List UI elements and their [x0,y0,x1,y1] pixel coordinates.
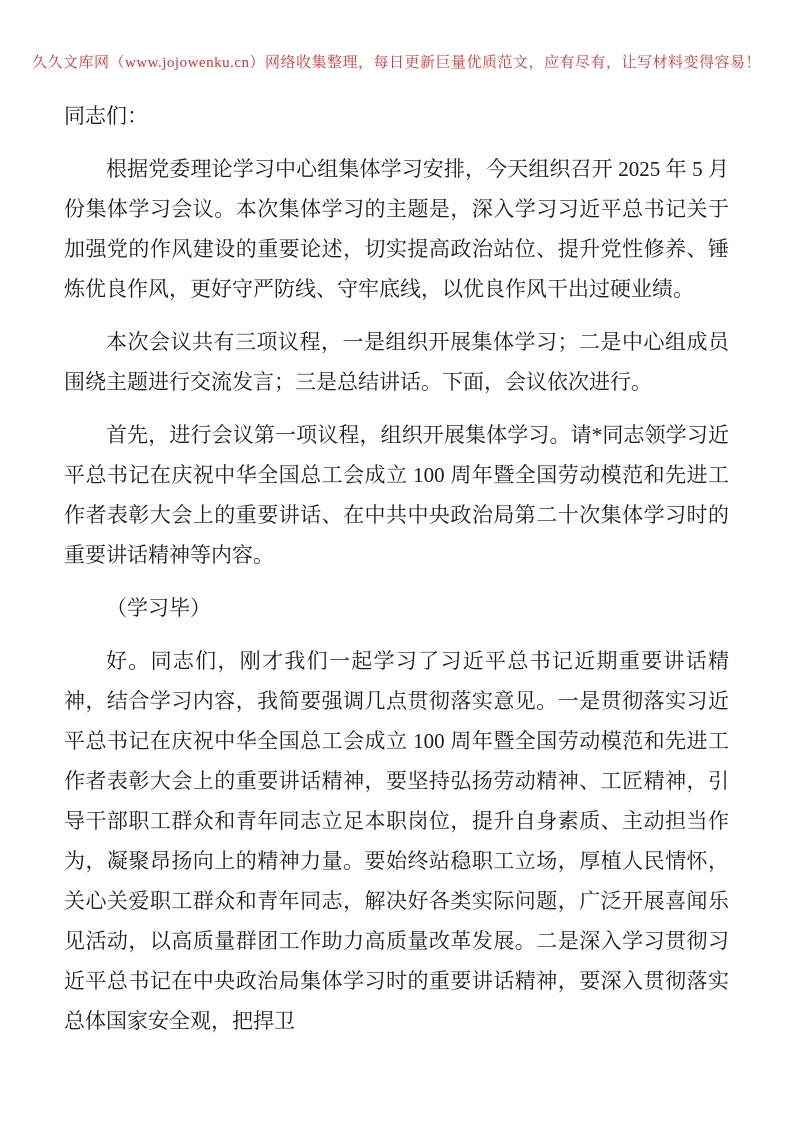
paragraph: 同志们： [64,104,148,128]
paragraph: 本次会议共有三项议程，一是组织开展集体学习；二是中心组成员围绕主题进行交流发言；三是总结讲话。下面，会议依次进行。 [64,330,729,394]
paragraph: 首先，进行会议第一项议程，组织开展集体学习。请*同志领学习近平总书记在庆祝中华全国总工会成立 100 周年暨全国劳动模范和先进工作者表彰大会上的重要讲话、在中共中央政治局第二十次集体学习时的重要讲话精神等内容。 [64,423,729,567]
site-watermark-header: 久久文库网（www.jojowenku.cn）网络收集整理，每日更新巨量优质范文，应有尽有，让写材料变得容易！ [31,55,761,71]
paragraph: （学习毕） [106,596,211,620]
document-body [64,96,729,1041]
paragraph: 根据党委理论学习中心组集体学习安排，今天组织召开 2025 年 5 月份集体学习会议。本次集体学习的主题是，深入学习习近平总书记关于加强党的作风建设的重要论述，切实提高政治站位、提升党性修养、锤炼优良作风，更好守严防线、守牢底线，以优良作风干出过硬业绩。 [64,157,729,301]
paragraph: 好。同志们，刚才我们一起学习了习近平总书记近期重要讲话精神，结合学习内容，我简要强调几点贯彻落实意见。一是贯彻落实习近平总书记在庆祝中华全国总工会成立 100 周年暨全国劳动模范和先进工作者表彰大会上的重要讲话精神，要坚持弘扬劳动精神、工匠精神，引导干部职工群众和青年同志立足本职岗位，提升自身素质、主动担当作为，凝聚昂扬向上的精神力量。要始终站稳职工立场，厚植人民情怀，关心关爱职工群众和青年同志，解决好各类实际问题，广泛开展喜闻乐见活动，以高质量群团工作助力高质量改革发展。二是深入学习贯彻习近平总书记在中央政治局集体学习时的重要讲话精神，要深入贯彻落实总体国家安全观，把捍卫 [64,649,729,1033]
